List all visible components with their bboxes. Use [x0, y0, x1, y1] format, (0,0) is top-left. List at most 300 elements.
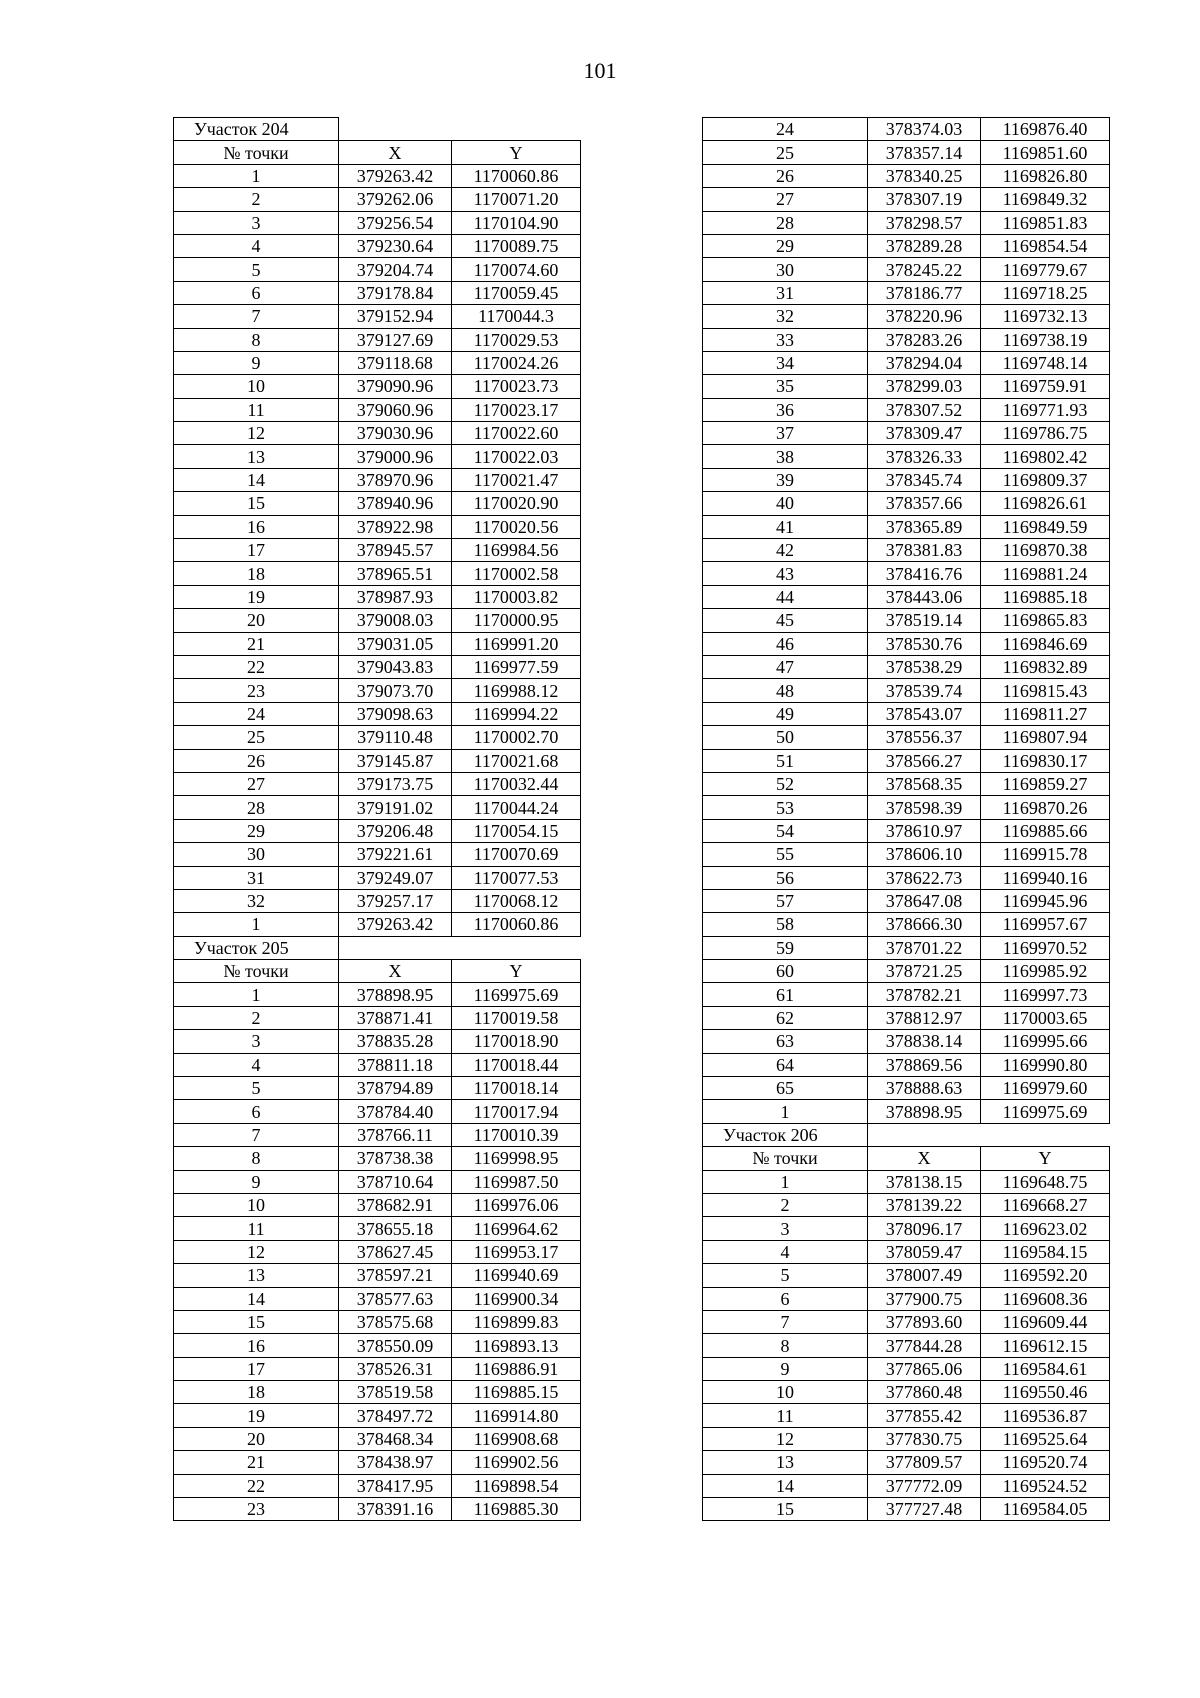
x-cell: 378519.58	[339, 1381, 452, 1404]
y-cell: 1169623.02	[981, 1217, 1110, 1240]
y-cell: 1169609.44	[981, 1310, 1110, 1333]
point-number-cell: 17	[174, 1357, 339, 1380]
table-row	[174, 1053, 581, 1076]
table-row	[703, 164, 1110, 187]
x-cell: 378245.22	[868, 258, 981, 281]
y-cell: 1169865.83	[981, 609, 1110, 632]
x-cell: 379030.96	[339, 422, 452, 445]
x-cell: 378888.63	[868, 1077, 981, 1100]
table-row	[174, 983, 581, 1006]
y-cell: 1169854.54	[981, 234, 1110, 257]
y-cell: 1170020.56	[452, 515, 581, 538]
y-cell: 1170018.14	[452, 1077, 581, 1100]
point-number-cell: 19	[174, 1404, 339, 1427]
point-number-cell: 25	[703, 141, 868, 164]
point-number-cell: 9	[174, 1170, 339, 1193]
y-cell: 1169886.91	[452, 1357, 581, 1380]
blank-cell	[868, 1123, 981, 1146]
table-row	[174, 562, 581, 585]
table-row	[174, 515, 581, 538]
y-cell: 1169994.22	[452, 702, 581, 725]
point-number-cell: 55	[703, 843, 868, 866]
x-cell: 378138.15	[868, 1170, 981, 1193]
x-cell: 378220.96	[868, 305, 981, 328]
table-row	[174, 632, 581, 655]
x-cell: 379263.42	[339, 913, 452, 936]
point-number-cell: 33	[703, 328, 868, 351]
y-header: Y	[452, 960, 581, 983]
y-cell: 1169809.37	[981, 468, 1110, 491]
x-cell: 379206.48	[339, 819, 452, 842]
table-row	[174, 889, 581, 912]
x-cell: 379110.48	[339, 726, 452, 749]
point-number-cell: 37	[703, 422, 868, 445]
y-cell: 1170060.86	[452, 164, 581, 187]
point-number-cell: 1	[174, 913, 339, 936]
y-cell: 1170002.58	[452, 562, 581, 585]
y-cell: 1170032.44	[452, 772, 581, 795]
point-number-cell: 5	[174, 1077, 339, 1100]
table-row	[703, 1357, 1110, 1380]
table-row	[174, 1264, 581, 1287]
x-cell: 378374.03	[868, 118, 981, 141]
x-cell: 378898.95	[868, 1100, 981, 1123]
table-row	[703, 351, 1110, 374]
y-cell: 1170071.20	[452, 188, 581, 211]
x-cell: 378871.41	[339, 1006, 452, 1029]
table-row	[703, 819, 1110, 842]
x-cell: 378940.96	[339, 492, 452, 515]
table-row	[703, 1498, 1110, 1521]
y-cell: 1170059.45	[452, 281, 581, 304]
table-row	[174, 1404, 581, 1427]
table-row	[174, 258, 581, 281]
x-cell: 378710.64	[339, 1170, 452, 1193]
point-number-cell: 9	[703, 1357, 868, 1380]
table-row	[703, 1030, 1110, 1053]
y-cell: 1169876.40	[981, 118, 1110, 141]
table-row	[174, 866, 581, 889]
y-cell: 1170029.53	[452, 328, 581, 351]
x-cell: 378345.74	[868, 468, 981, 491]
point-number-cell: 14	[174, 1287, 339, 1310]
point-number-cell: 24	[174, 702, 339, 725]
table-row	[703, 492, 1110, 515]
point-number-cell: 14	[703, 1474, 868, 1497]
table-row	[703, 515, 1110, 538]
table-row	[703, 702, 1110, 725]
table-row	[174, 539, 581, 562]
x-cell: 377900.75	[868, 1287, 981, 1310]
point-number-cell: 47	[703, 655, 868, 678]
y-cell: 1169885.30	[452, 1498, 581, 1521]
y-cell: 1169977.59	[452, 655, 581, 678]
table-row	[174, 211, 581, 234]
x-cell: 378647.08	[868, 889, 981, 912]
table-row	[174, 445, 581, 468]
x-cell: 378438.97	[339, 1451, 452, 1474]
point-number-cell: 19	[174, 585, 339, 608]
left-column	[173, 117, 581, 1521]
point-number-cell: 1	[174, 983, 339, 1006]
x-cell: 378970.96	[339, 468, 452, 491]
y-cell: 1170022.03	[452, 445, 581, 468]
y-cell: 1170003.82	[452, 585, 581, 608]
table-row	[703, 258, 1110, 281]
table-row	[174, 1474, 581, 1497]
y-cell: 1170044.24	[452, 796, 581, 819]
x-cell: 379008.03	[339, 609, 452, 632]
table-row	[174, 1123, 581, 1146]
point-number-cell: 46	[703, 632, 868, 655]
point-number-cell: 15	[703, 1498, 868, 1521]
point-number-cell: 36	[703, 398, 868, 421]
y-cell: 1169592.20	[981, 1264, 1110, 1287]
y-cell: 1169885.15	[452, 1381, 581, 1404]
point-number-cell: 9	[174, 351, 339, 374]
right-column	[702, 117, 1110, 1521]
y-cell: 1170021.47	[452, 468, 581, 491]
x-cell: 378381.83	[868, 539, 981, 562]
point-number-cell: 6	[174, 1100, 339, 1123]
y-cell: 1169779.67	[981, 258, 1110, 281]
point-number-cell: 42	[703, 539, 868, 562]
y-cell: 1169802.42	[981, 445, 1110, 468]
x-cell: 379060.96	[339, 398, 452, 421]
table-row	[174, 351, 581, 374]
x-cell: 378096.17	[868, 1217, 981, 1240]
x-cell: 378610.97	[868, 819, 981, 842]
y-cell: 1169830.17	[981, 749, 1110, 772]
point-number-cell: 40	[703, 492, 868, 515]
y-cell: 1169608.36	[981, 1287, 1110, 1310]
y-cell: 1169826.61	[981, 492, 1110, 515]
y-cell: 1169991.20	[452, 632, 581, 655]
x-cell: 378538.29	[868, 655, 981, 678]
y-cell: 1169536.87	[981, 1404, 1110, 1427]
table-row	[703, 1193, 1110, 1216]
point-number-cell: 12	[703, 1427, 868, 1450]
x-cell: 378365.89	[868, 515, 981, 538]
point-number-header: № точки	[703, 1147, 868, 1170]
page-number: 101	[583, 58, 617, 83]
point-number-cell: 34	[703, 351, 868, 374]
x-cell: 379000.96	[339, 445, 452, 468]
x-cell: 377865.06	[868, 1357, 981, 1380]
y-cell: 1169846.69	[981, 632, 1110, 655]
point-number-cell: 45	[703, 609, 868, 632]
y-cell: 1169979.60	[981, 1077, 1110, 1100]
table-row	[703, 562, 1110, 585]
point-number-cell: 3	[174, 1030, 339, 1053]
table-row	[703, 211, 1110, 234]
table-row	[174, 913, 581, 936]
y-cell: 1169998.95	[452, 1147, 581, 1170]
y-cell: 1170068.12	[452, 889, 581, 912]
y-cell: 1169953.17	[452, 1240, 581, 1263]
table-row	[174, 422, 581, 445]
table-row	[703, 328, 1110, 351]
y-cell: 1169851.83	[981, 211, 1110, 234]
table-row	[703, 305, 1110, 328]
x-cell: 379230.64	[339, 234, 452, 257]
point-number-cell: 41	[703, 515, 868, 538]
x-cell: 378598.39	[868, 796, 981, 819]
x-cell: 378007.49	[868, 1264, 981, 1287]
table-row	[174, 819, 581, 842]
y-cell: 1170104.90	[452, 211, 581, 234]
y-cell: 1169771.93	[981, 398, 1110, 421]
y-cell: 1169807.94	[981, 726, 1110, 749]
table-row	[174, 726, 581, 749]
table-row	[174, 164, 581, 187]
table-row	[703, 585, 1110, 608]
x-cell: 378283.26	[868, 328, 981, 351]
table-row	[174, 609, 581, 632]
table-row	[703, 843, 1110, 866]
x-cell: 378666.30	[868, 913, 981, 936]
table-row	[174, 1240, 581, 1263]
y-cell: 1169859.27	[981, 772, 1110, 795]
x-cell: 378721.25	[868, 960, 981, 983]
point-number-cell: 15	[174, 1310, 339, 1333]
point-number-cell: 16	[174, 515, 339, 538]
section-title: Участок 205	[174, 936, 339, 959]
y-cell: 1169851.60	[981, 141, 1110, 164]
point-number-cell: 38	[703, 445, 868, 468]
table-row	[174, 375, 581, 398]
y-cell: 1170024.26	[452, 351, 581, 374]
y-cell: 1169997.73	[981, 983, 1110, 1006]
x-cell: 377893.60	[868, 1310, 981, 1333]
x-cell: 378443.06	[868, 585, 981, 608]
section-title: Участок 206	[703, 1123, 868, 1146]
x-cell: 378738.38	[339, 1147, 452, 1170]
point-number-cell: 39	[703, 468, 868, 491]
x-cell: 378357.14	[868, 141, 981, 164]
x-cell: 379249.07	[339, 866, 452, 889]
x-cell: 377727.48	[868, 1498, 981, 1521]
section-title-row	[703, 1123, 1110, 1146]
table-row	[174, 492, 581, 515]
y-cell: 1169811.27	[981, 702, 1110, 725]
y-cell: 1170017.94	[452, 1100, 581, 1123]
x-cell: 379127.69	[339, 328, 452, 351]
y-cell: 1169957.67	[981, 913, 1110, 936]
point-number-cell: 27	[174, 772, 339, 795]
y-cell: 1169975.69	[452, 983, 581, 1006]
x-cell: 378784.40	[339, 1100, 452, 1123]
point-number-cell: 15	[174, 492, 339, 515]
y-cell: 1169940.69	[452, 1264, 581, 1287]
point-number-cell: 51	[703, 749, 868, 772]
y-cell: 1170021.68	[452, 749, 581, 772]
table-row	[174, 702, 581, 725]
point-number-cell: 26	[703, 164, 868, 187]
table-row	[174, 1217, 581, 1240]
table-row	[703, 398, 1110, 421]
y-cell: 1169738.19	[981, 328, 1110, 351]
y-cell: 1169976.06	[452, 1193, 581, 1216]
point-number-header: № точки	[174, 960, 339, 983]
y-cell: 1169885.18	[981, 585, 1110, 608]
x-cell: 378186.77	[868, 281, 981, 304]
y-cell: 1169826.80	[981, 164, 1110, 187]
table-row	[703, 1310, 1110, 1333]
table-row	[703, 913, 1110, 936]
point-number-cell: 6	[174, 281, 339, 304]
x-cell: 378340.25	[868, 164, 981, 187]
x-cell: 378835.28	[339, 1030, 452, 1053]
point-number-cell: 65	[703, 1077, 868, 1100]
section-title-row	[174, 936, 581, 959]
x-cell: 378309.47	[868, 422, 981, 445]
table-row	[703, 889, 1110, 912]
point-number-cell: 10	[174, 1193, 339, 1216]
x-cell: 378655.18	[339, 1217, 452, 1240]
x-cell: 377844.28	[868, 1334, 981, 1357]
point-number-cell: 4	[174, 1053, 339, 1076]
y-cell: 1169898.54	[452, 1474, 581, 1497]
point-number-cell: 5	[703, 1264, 868, 1287]
y-cell: 1169584.15	[981, 1240, 1110, 1263]
x-cell: 377809.57	[868, 1451, 981, 1474]
table-row	[703, 796, 1110, 819]
table-row	[174, 281, 581, 304]
point-number-cell: 7	[174, 1123, 339, 1146]
y-cell: 1169870.26	[981, 796, 1110, 819]
x-cell: 378869.56	[868, 1053, 981, 1076]
y-cell: 1169984.56	[452, 539, 581, 562]
point-number-cell: 48	[703, 679, 868, 702]
table-row	[174, 1100, 581, 1123]
y-cell: 1170070.69	[452, 843, 581, 866]
table-row	[174, 468, 581, 491]
x-cell: 378543.07	[868, 702, 981, 725]
point-number-cell: 2	[703, 1193, 868, 1216]
point-number-cell: 31	[174, 866, 339, 889]
x-cell: 378812.97	[868, 1006, 981, 1029]
x-cell: 379262.06	[339, 188, 452, 211]
point-number-cell: 1	[174, 164, 339, 187]
table-row	[703, 234, 1110, 257]
point-number-cell: 7	[174, 305, 339, 328]
x-cell: 378622.73	[868, 866, 981, 889]
x-cell: 377855.42	[868, 1404, 981, 1427]
point-number-cell: 56	[703, 866, 868, 889]
x-cell: 378468.34	[339, 1427, 452, 1450]
y-cell: 1170020.90	[452, 492, 581, 515]
table-row	[174, 1030, 581, 1053]
x-header: X	[339, 141, 452, 164]
table-row	[174, 796, 581, 819]
table-row	[703, 422, 1110, 445]
x-cell: 378987.93	[339, 585, 452, 608]
table-row	[703, 1077, 1110, 1100]
x-cell: 377830.75	[868, 1427, 981, 1450]
y-cell: 1169668.27	[981, 1193, 1110, 1216]
table-row	[703, 1100, 1110, 1123]
x-cell: 378299.03	[868, 375, 981, 398]
table-row	[174, 1357, 581, 1380]
blank-cell	[339, 118, 452, 141]
x-cell: 378417.95	[339, 1474, 452, 1497]
y-cell: 1169908.68	[452, 1427, 581, 1450]
y-cell: 1169612.15	[981, 1334, 1110, 1357]
point-number-cell: 62	[703, 1006, 868, 1029]
point-number-cell: 43	[703, 562, 868, 585]
point-number-cell: 29	[174, 819, 339, 842]
point-number-cell: 8	[703, 1334, 868, 1357]
x-cell: 378550.09	[339, 1334, 452, 1357]
x-cell: 379090.96	[339, 375, 452, 398]
point-number-cell: 14	[174, 468, 339, 491]
blank-cell	[452, 936, 581, 959]
y-cell: 1169899.83	[452, 1310, 581, 1333]
x-cell: 378568.35	[868, 772, 981, 795]
x-cell: 378357.66	[868, 492, 981, 515]
point-number-cell: 28	[703, 211, 868, 234]
x-cell: 378497.72	[339, 1404, 452, 1427]
table-row	[174, 679, 581, 702]
y-cell: 1169940.16	[981, 866, 1110, 889]
table-row	[174, 398, 581, 421]
table-row	[703, 655, 1110, 678]
point-number-cell: 60	[703, 960, 868, 983]
point-number-cell: 11	[174, 398, 339, 421]
blank-cell	[452, 118, 581, 141]
y-cell: 1169900.34	[452, 1287, 581, 1310]
point-number-cell: 26	[174, 749, 339, 772]
table-row	[703, 679, 1110, 702]
table-row	[174, 585, 581, 608]
point-number-cell: 7	[703, 1310, 868, 1333]
y-cell: 1170000.95	[452, 609, 581, 632]
blank-cell	[981, 1123, 1110, 1146]
section-title: Участок 204	[174, 118, 339, 141]
point-number-cell: 2	[174, 1006, 339, 1029]
table-row	[174, 328, 581, 351]
y-cell: 1169995.66	[981, 1030, 1110, 1053]
table-row	[703, 1053, 1110, 1076]
table-row	[703, 866, 1110, 889]
point-number-cell: 21	[174, 1451, 339, 1474]
point-number-cell: 13	[174, 1264, 339, 1287]
table-row	[703, 1404, 1110, 1427]
x-cell: 378922.98	[339, 515, 452, 538]
table-row	[703, 726, 1110, 749]
point-number-cell: 23	[174, 1498, 339, 1521]
table-row	[174, 1006, 581, 1029]
point-number-cell: 27	[703, 188, 868, 211]
table-row	[703, 632, 1110, 655]
x-cell: 378701.22	[868, 936, 981, 959]
point-number-cell: 6	[703, 1287, 868, 1310]
y-cell: 1170060.86	[452, 913, 581, 936]
point-number-cell: 11	[174, 1217, 339, 1240]
y-cell: 1170018.90	[452, 1030, 581, 1053]
table-row	[703, 188, 1110, 211]
table-row	[703, 445, 1110, 468]
x-cell: 379263.42	[339, 164, 452, 187]
point-number-cell: 16	[174, 1334, 339, 1357]
x-cell: 378391.16	[339, 1498, 452, 1521]
y-cell: 1169893.13	[452, 1334, 581, 1357]
point-number-cell: 25	[174, 726, 339, 749]
table-row	[703, 1451, 1110, 1474]
y-cell: 1169885.66	[981, 819, 1110, 842]
table-row	[703, 1217, 1110, 1240]
